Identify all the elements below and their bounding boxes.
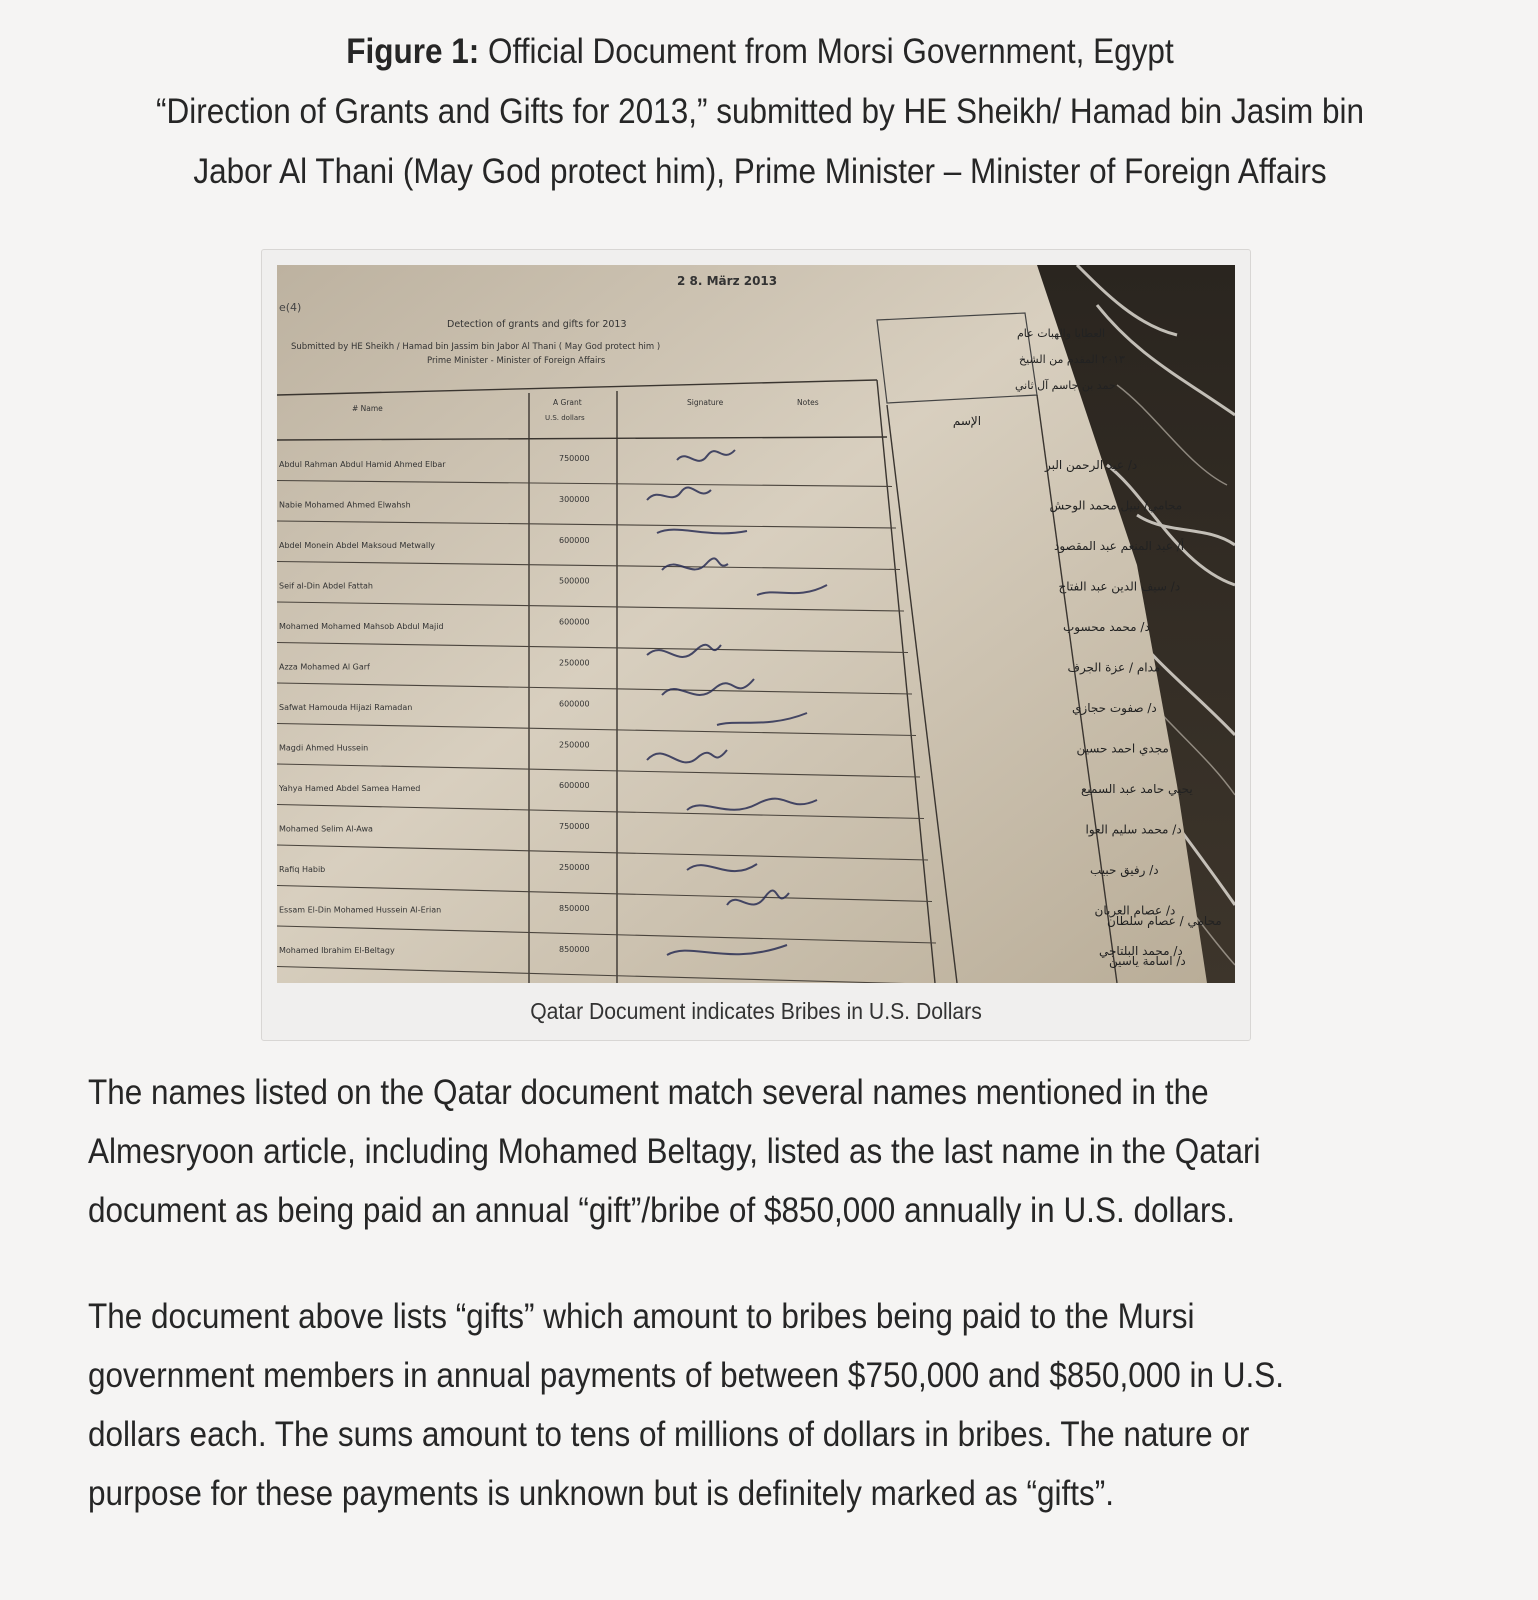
photo-row-arabic-name: د/ عبد الرحمن البر <box>1045 458 1138 472</box>
photo-row-amount: 750000 <box>559 454 590 463</box>
photo-row-arabic-name: د/ محمد البلتاجي <box>1099 944 1183 958</box>
photo-row-name: Safwat Hamouda Hijazi Ramadan <box>279 703 413 712</box>
photo-col-amount-1: A Grant <box>553 398 582 407</box>
figure-label: Figure 1: <box>346 32 480 71</box>
photo-row-name: Yahya Hamed Abdel Samea Hamed <box>279 784 421 793</box>
photo-date-stamp: 2 8. März 2013 <box>677 274 778 288</box>
photo-row-arabic-name: د/ محمد محسوب <box>1063 620 1150 634</box>
photo-page-mark: e(4) <box>279 301 302 314</box>
photo-row-arabic-name: يحيي حامد عبد السميع <box>1081 782 1193 796</box>
photo-row-amount: 500000 <box>559 576 590 586</box>
photo-row-name: Magdi Ahmed Hussein <box>279 743 369 753</box>
photo-doc-title-3: Prime Minister - Minister of Foreign Affairs <box>427 356 606 366</box>
photo-row-amount: 600000 <box>559 617 590 627</box>
photo-arabic-header-1: العطايا والهبات عام <box>1017 327 1106 340</box>
photo-row-name: Essam El-Din Mohamed Hussein Al-Erian <box>279 905 442 915</box>
photo-doc-title-2: Submitted by HE Sheikh / Hamad bin Jassim bin Jabor Al Thani ( May God protect him ) <box>291 342 661 352</box>
photo-row-arabic-name: د/ محمد سليم العوا <box>1085 822 1182 837</box>
photo-row-name: Azza Mohamed Al Garf <box>279 662 370 672</box>
photo-row-arabic-name: محامي/ نبيل محمد الوحش <box>1049 498 1183 513</box>
photo-row-amount: 600000 <box>559 535 590 545</box>
photo-row-amount: 850000 <box>559 944 590 954</box>
photo-col-notes: Notes <box>797 398 819 407</box>
photo-row-amount: 250000 <box>559 740 590 750</box>
photo-row-name: Mohamed Mohamed Mahsob Abdul Majid <box>279 622 444 631</box>
photo-row-arabic-name: مدام / عزة الجرف <box>1067 660 1161 675</box>
photo-row-amount: 750000 <box>559 822 590 832</box>
photo-row-name: Abdel Monein Abdel Maksoud Metwally <box>279 541 436 550</box>
photo-col-amount-2: U.S. dollars <box>545 414 585 422</box>
photo-row-arabic-name: د/ عصام العريان <box>1094 903 1176 918</box>
figure-heading <box>112 22 1408 202</box>
paragraph-1: The names listed on the Qatar document match several names mentioned in the Almesryoon article, including Mohamed Beltagy, listed as the last name in the Qatari document as being paid an annual “gift”/bribe of $850,000 annually in U.S. dollars. <box>88 1073 1261 1230</box>
photo-row-amount: 300000 <box>559 494 590 504</box>
photo-row-name: Rafiq Habib <box>279 865 326 874</box>
photo-row-arabic-name: د/ صفوت حجازي <box>1072 701 1157 715</box>
document-photo <box>277 265 1235 983</box>
figure-heading-line-2: “Direction of Grants and Gifts for 2013,” submitted by HE Sheikh/ Hamad bin Jasim bin <box>155 92 1365 131</box>
photo-row-name: Mohamed Selim Al-Awa <box>279 824 373 834</box>
photo-row-arabic-name: د/ رفيق حبيب <box>1090 863 1159 877</box>
figure-title: Official Document from Morsi Government, Egypt <box>488 32 1174 71</box>
photo-arabic-header-2: ٢٠١٣ المقدم من الشيخ <box>1019 353 1125 366</box>
photo-row-amount: 850000 <box>559 903 590 913</box>
photo-row-name: Nabie Mohamed Ahmed Elwahsh <box>279 500 411 510</box>
photo-row-amount: 600000 <box>559 781 590 791</box>
photo-col-signature: Signature <box>687 398 724 407</box>
photo-arabic-last-2: د/ اسامة ياسين <box>1109 954 1186 968</box>
photo-row-arabic-name: د/ سيف الدين عبد الفتاح <box>1058 579 1181 594</box>
photo-arabic-last-1: محامي / عصام سلطان <box>1107 914 1222 928</box>
photo-row-amount: 600000 <box>559 699 590 709</box>
paragraph-2: The document above lists “gifts” which amount to bribes being paid to the Mursi government members in annual payments of between $750,000 and $850,000 in U.S. dollars each. The sums amount to tens of millions of dollars in bribes. The nature or purpose for these payments is unknown but is definitely marked as “gifts”. <box>88 1297 1285 1513</box>
photo-row-amount: 250000 <box>559 658 590 668</box>
figure-heading-line-3: Jabor Al Thani (May God protect him), Prime Minister – Minister of Foreign Affairs <box>193 152 1327 191</box>
photo-row-arabic-name: مجدي احمد حسين <box>1076 741 1169 756</box>
photo-arabic-col-name: الإسم <box>952 414 982 428</box>
figure-caption: Qatar Document indicates Bribes in U.S. Dollars <box>530 998 982 1024</box>
photo-row-name: Mohamed Ibrahim El-Beltagy <box>279 946 395 955</box>
photo-row-arabic-name: أ/ عبد المنعم عبد المقصود <box>1054 539 1185 553</box>
photo-row-name: Seif al-Din Abdel Fattah <box>279 581 373 591</box>
figure-heading-line-1 <box>112 22 1408 82</box>
photo-row-amount: 250000 <box>559 863 590 872</box>
photo-arabic-header-3: حمد بن جاسم آل ثاني <box>1015 379 1116 392</box>
photo-row-name: Abdul Rahman Abdul Hamid Ahmed Elbar <box>279 460 446 469</box>
figure-box <box>261 249 1251 1041</box>
photo-col-name: # Name <box>352 404 383 413</box>
photo-doc-title-1: Detection of grants and gifts for 2013 <box>447 319 627 330</box>
